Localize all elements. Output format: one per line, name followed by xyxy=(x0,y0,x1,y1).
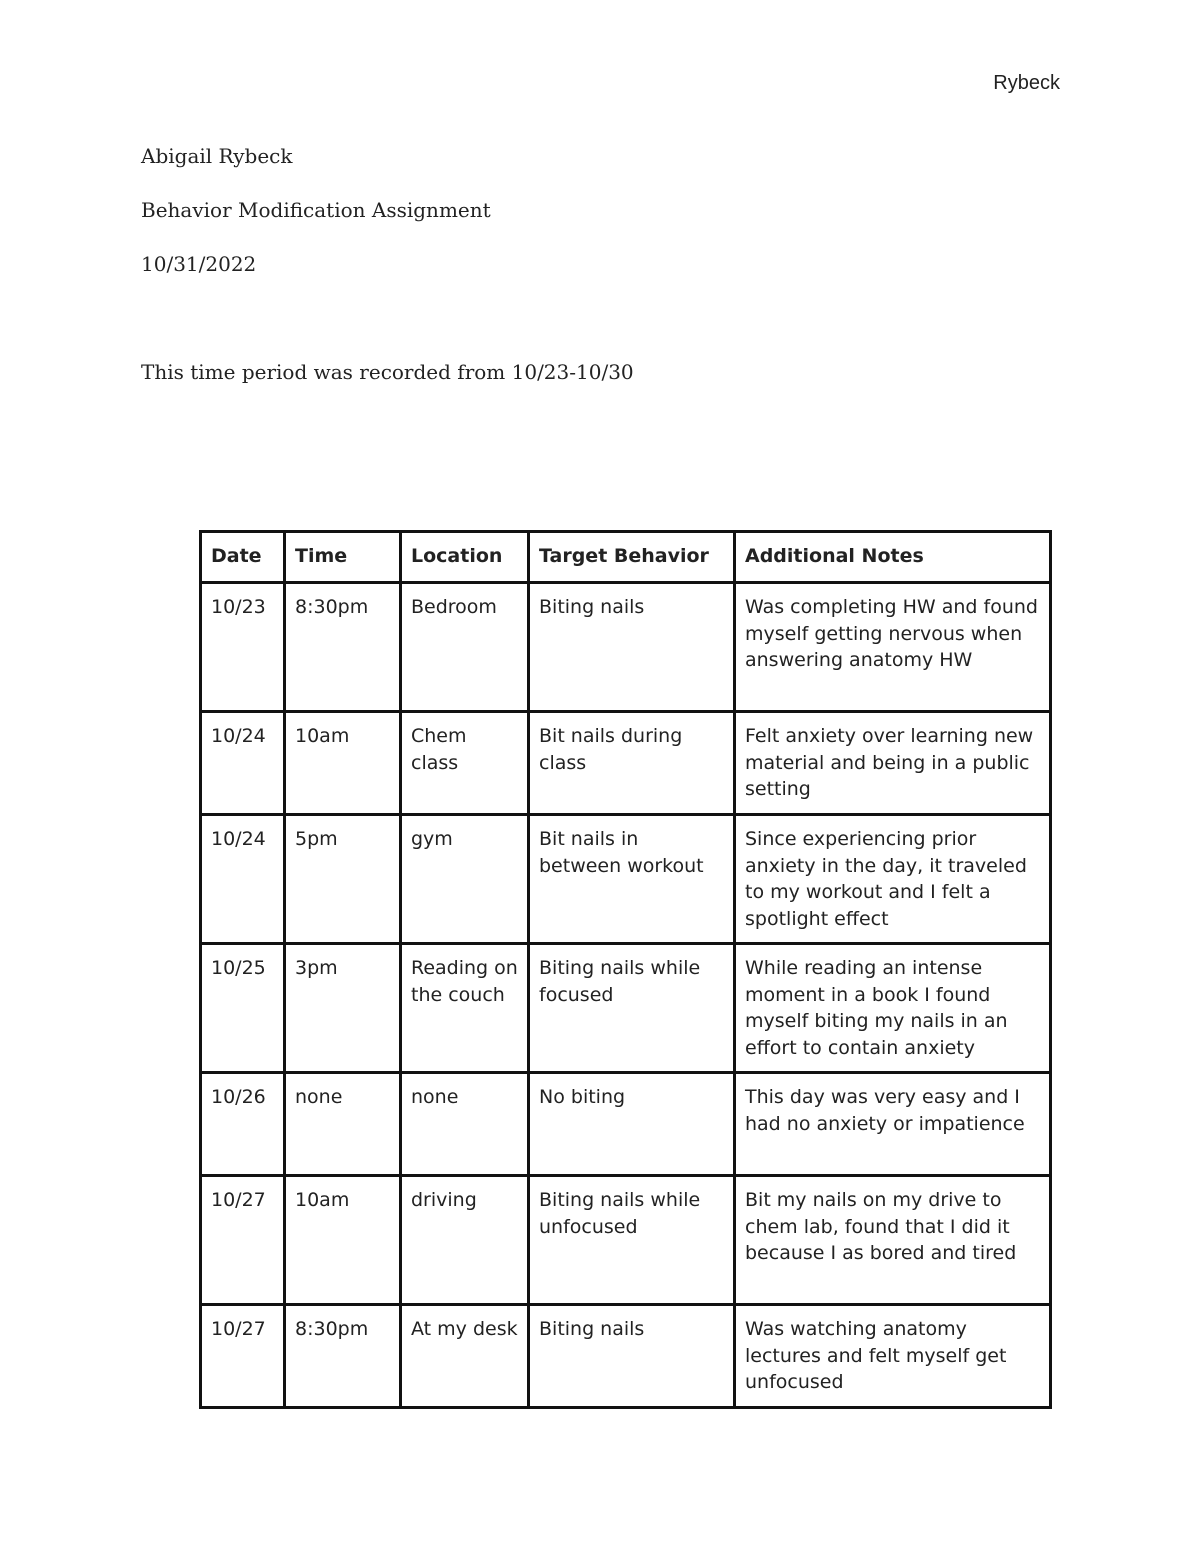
cell-target-behavior: Bit nails in between workout xyxy=(529,815,735,944)
author-name: Abigail Rybeck xyxy=(141,144,293,168)
cell-date: 10/25 xyxy=(201,944,285,1073)
cell-location: gym xyxy=(401,815,529,944)
table-row xyxy=(201,583,1051,712)
cell-time: 3pm xyxy=(285,944,401,1073)
cell-date: 10/27 xyxy=(201,1305,285,1408)
document-heading xyxy=(141,143,491,305)
table-row xyxy=(201,1073,1051,1176)
cell-additional-notes: Was completing HW and found myself getting nervous when answering anatomy HW xyxy=(735,583,1051,712)
running-head: Rybeck xyxy=(993,72,1060,94)
cell-date: 10/27 xyxy=(201,1176,285,1305)
cell-target-behavior: Biting nails xyxy=(529,583,735,712)
cell-target-behavior: No biting xyxy=(529,1073,735,1176)
assignment-title: Behavior Modification Assignment xyxy=(141,198,491,222)
column-header-target-behavior: Target Behavior xyxy=(529,532,735,583)
cell-location: Bedroom xyxy=(401,583,529,712)
cell-additional-notes: Felt anxiety over learning new material and being in a public setting xyxy=(735,712,1051,815)
cell-time: 8:30pm xyxy=(285,583,401,712)
cell-location: none xyxy=(401,1073,529,1176)
cell-additional-notes: Bit my nails on my drive to chem lab, found that I did it because I as bored and tired xyxy=(735,1176,1051,1305)
cell-time: 5pm xyxy=(285,815,401,944)
column-header-additional-notes: Additional Notes xyxy=(735,532,1051,583)
table-row xyxy=(201,944,1051,1073)
behavior-log-table xyxy=(199,530,1052,1409)
column-header-location: Location xyxy=(401,532,529,583)
cell-target-behavior: Bit nails during class xyxy=(529,712,735,815)
table-row xyxy=(201,1305,1051,1408)
cell-time: none xyxy=(285,1073,401,1176)
cell-date: 10/24 xyxy=(201,712,285,815)
cell-target-behavior: Biting nails while focused xyxy=(529,944,735,1073)
cell-location: Reading on the couch xyxy=(401,944,529,1073)
cell-location: At my desk xyxy=(401,1305,529,1408)
table-header-row xyxy=(201,532,1051,583)
column-header-time: Time xyxy=(285,532,401,583)
cell-additional-notes: Since experiencing prior anxiety in the day, it traveled to my workout and I felt a spotlight effect xyxy=(735,815,1051,944)
cell-location: Chem class xyxy=(401,712,529,815)
table-row xyxy=(201,712,1051,815)
intro-paragraph: This time period was recorded from 10/23-10/30 xyxy=(141,360,634,384)
document-date: 10/31/2022 xyxy=(141,252,257,276)
cell-date: 10/26 xyxy=(201,1073,285,1176)
column-header-date: Date xyxy=(201,532,285,583)
cell-time: 10am xyxy=(285,712,401,815)
cell-date: 10/24 xyxy=(201,815,285,944)
cell-additional-notes: Was watching anatomy lectures and felt myself get unfocused xyxy=(735,1305,1051,1408)
cell-date: 10/23 xyxy=(201,583,285,712)
cell-target-behavior: Biting nails xyxy=(529,1305,735,1408)
cell-additional-notes: This day was very easy and I had no anxiety or impatience xyxy=(735,1073,1051,1176)
cell-time: 8:30pm xyxy=(285,1305,401,1408)
table-row xyxy=(201,1176,1051,1305)
cell-target-behavior: Biting nails while unfocused xyxy=(529,1176,735,1305)
table-row xyxy=(201,815,1051,944)
cell-time: 10am xyxy=(285,1176,401,1305)
cell-additional-notes: While reading an intense moment in a book I found myself biting my nails in an effort to contain anxiety xyxy=(735,944,1051,1073)
cell-location: driving xyxy=(401,1176,529,1305)
